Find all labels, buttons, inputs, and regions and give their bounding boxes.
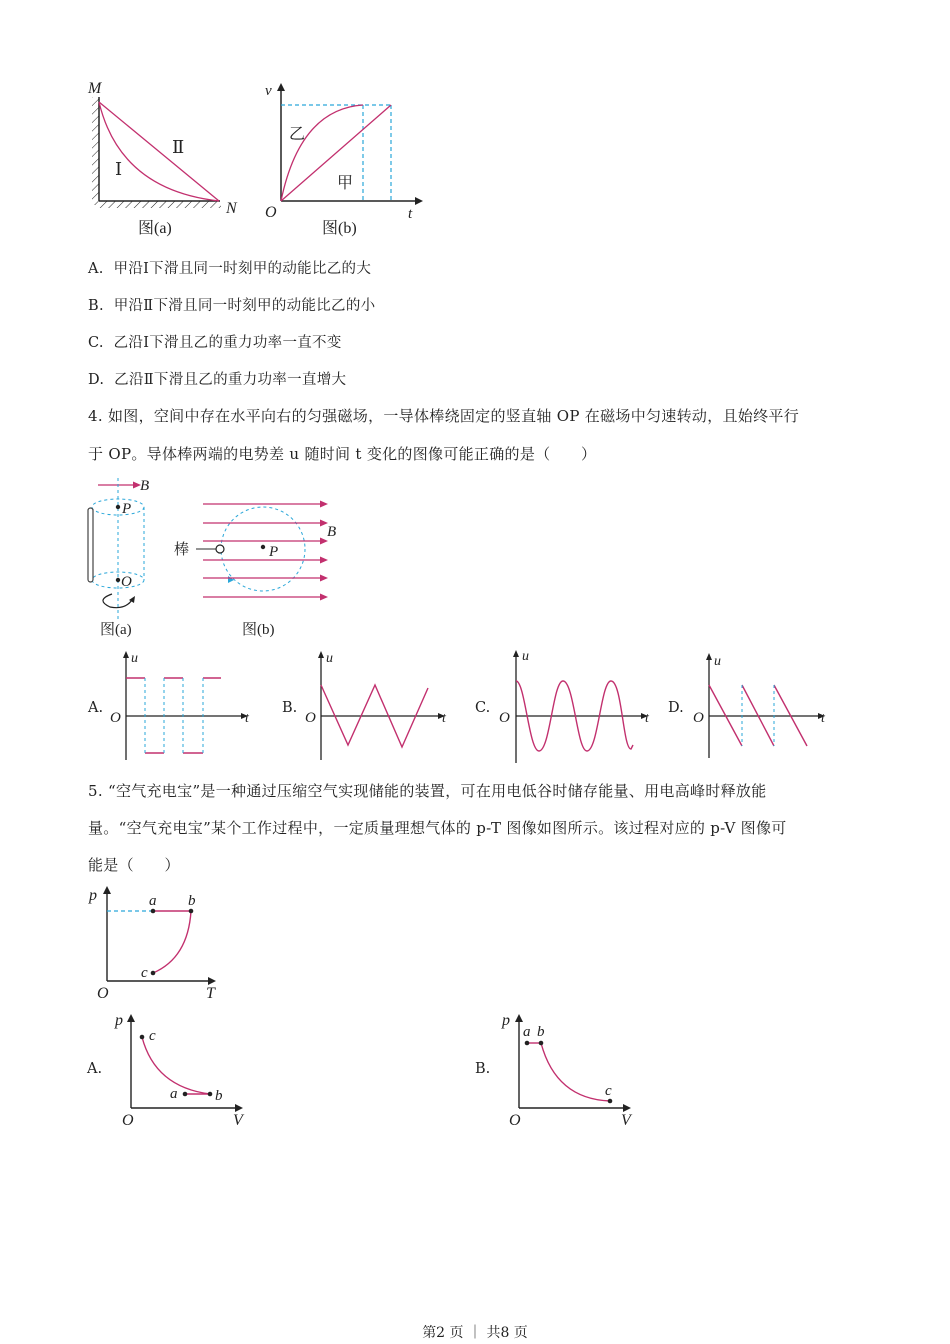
svg-text:O: O	[110, 710, 121, 726]
svg-text:O: O	[509, 1112, 521, 1129]
svg-text:Ⅱ: Ⅱ	[172, 137, 185, 157]
svg-text:O: O	[97, 985, 109, 1002]
svg-text:图(b): 图(b)	[242, 622, 275, 638]
svg-text:p: p	[89, 887, 97, 904]
svg-text:图(b): 图(b)	[322, 220, 357, 237]
svg-text:P: P	[269, 544, 279, 560]
svg-text:b: b	[188, 893, 196, 909]
q4-stem-line2: 于 OP。导体棒两端的电势差 u 随时间 t 变化的图像可能正确的是（ ）	[88, 445, 597, 463]
svg-text:t: t	[408, 206, 413, 222]
svg-text:c: c	[605, 1083, 612, 1099]
svg-text:V: V	[233, 1112, 243, 1129]
svg-text:u: u	[131, 651, 138, 666]
svg-text:T: T	[206, 985, 215, 1002]
q3-figure-a	[80, 75, 250, 240]
svg-text:V: V	[621, 1112, 631, 1129]
svg-text:a: a	[149, 893, 157, 909]
q5-option-a-graph	[110, 1005, 260, 1135]
q5-option-a-label: A.	[87, 1061, 103, 1077]
svg-text:a: a	[170, 1086, 178, 1102]
q3-figure-b	[260, 75, 425, 240]
svg-text:c: c	[149, 1028, 156, 1044]
q4-option-d-label: D.	[668, 700, 684, 716]
svg-text:图(a): 图(a)	[100, 622, 132, 638]
svg-text:t: t	[645, 711, 649, 726]
svg-text:u: u	[522, 649, 529, 664]
q3-option-a: A. 甲沿Ⅰ下滑且同一时刻甲的动能比乙的大	[88, 261, 372, 277]
q5-pt-graph	[80, 880, 240, 1005]
q4-figure-b	[170, 492, 350, 642]
q3-option-c: C. 乙沿Ⅰ下滑且乙的重力功率一直不变	[88, 335, 342, 351]
q3-option-d: D. 乙沿Ⅱ下滑且乙的重力功率一直增大	[88, 372, 347, 388]
svg-text:乙: 乙	[289, 126, 306, 143]
svg-text:N: N	[226, 200, 237, 217]
svg-text:O: O	[122, 1112, 134, 1129]
q4-option-d-graph	[690, 648, 840, 763]
svg-text:a: a	[523, 1024, 531, 1040]
svg-text:Ⅰ: Ⅰ	[115, 159, 123, 179]
svg-text:图(a): 图(a)	[138, 220, 172, 237]
svg-text:O: O	[265, 204, 277, 221]
svg-text:c: c	[141, 965, 148, 981]
svg-text:O: O	[121, 574, 132, 590]
svg-text:O: O	[693, 710, 704, 726]
svg-text:v: v	[265, 83, 272, 99]
q5-stem-line1: 5. “空气充电宝”是一种通过压缩空气实现储能的装置，可在用电低谷时储存能量、用电高峰时释放能	[88, 782, 767, 800]
svg-text:t: t	[821, 711, 825, 726]
q5-stem-line2: 量。“空气充电宝”某个工作过程中，一定质量理想气体的 p-T 图像如图所示。该过程对应的 p-V 图像可	[88, 819, 787, 837]
svg-text:O: O	[499, 710, 510, 726]
svg-text:p: p	[502, 1012, 510, 1029]
svg-text:u: u	[714, 654, 721, 669]
svg-text:M: M	[88, 80, 102, 97]
svg-text:B: B	[327, 524, 337, 540]
q4-option-c-graph	[495, 645, 660, 765]
q4-figure-a	[80, 472, 160, 642]
svg-text:u: u	[326, 651, 333, 666]
svg-text:t: t	[442, 711, 446, 726]
q4-option-b-label: B.	[282, 700, 298, 716]
q5-option-b-label: B.	[475, 1061, 491, 1077]
q4-stem-line1: 4. 如图，空间中存在水平向右的匀强磁场，一导体棒绕固定的竖直轴 OP 在磁场中匀速转动，且始终平行	[88, 407, 800, 425]
svg-text:p: p	[115, 1012, 123, 1029]
q4-option-a-graph	[105, 648, 255, 763]
q5-stem-line3: 能是（ ）	[88, 856, 180, 874]
q4-option-a-label: A.	[88, 700, 104, 716]
svg-text:t: t	[245, 711, 249, 726]
svg-text:B: B	[140, 478, 150, 494]
q3-option-b: B. 甲沿Ⅱ下滑且同一时刻甲的动能比乙的小	[88, 298, 376, 314]
svg-text:O: O	[305, 710, 316, 726]
svg-text:甲: 甲	[337, 175, 354, 192]
svg-text:b: b	[537, 1024, 545, 1040]
page-footer: 第2 页 ｜ 共8 页	[422, 1325, 528, 1341]
q5-option-b-graph	[498, 1005, 648, 1135]
svg-text:棒: 棒	[174, 542, 190, 558]
svg-text:P: P	[122, 501, 132, 517]
svg-text:b: b	[215, 1088, 223, 1104]
q4-option-b-graph	[300, 648, 455, 763]
q4-option-c-label: C.	[475, 700, 491, 716]
